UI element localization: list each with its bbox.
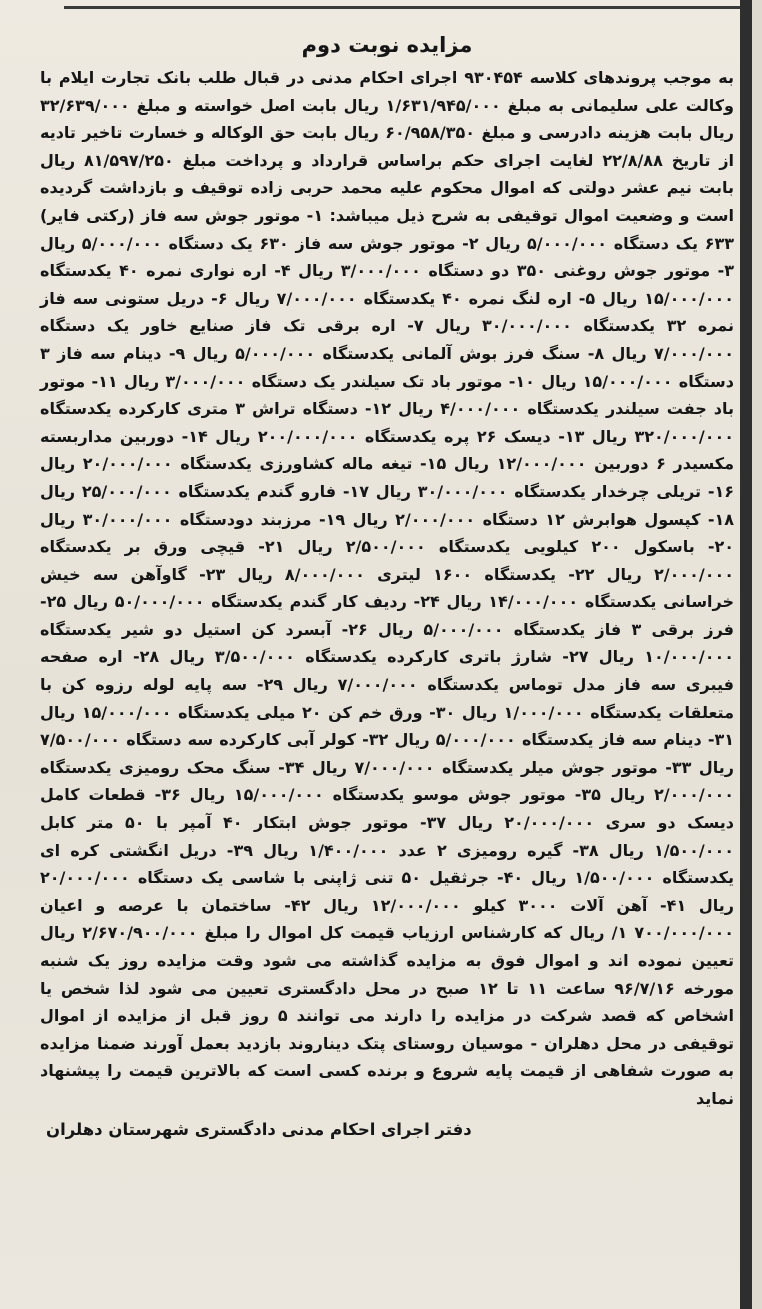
issuer-signature: دفتر اجرای احکام مدنی دادگستری شهرستان دهلران (46, 1119, 472, 1139)
right-column-rule (740, 0, 752, 1309)
auction-notice (40, 30, 734, 1145)
top-rule (64, 6, 740, 9)
page-edge (752, 0, 762, 1309)
notice-title: مزایده نوبت دوم (301, 33, 473, 57)
notice-body: به موجب پروندهای کلاسه ۹۳۰۴۵۴ اجرای احکام مدنی در قبال طلب بانک تجارت ایلام با وکالت علی سلیمانی به مبلغ ۱/۶۳۱/۹۴۵/۰۰۰ ریال بابت اصل خواسته و مبلغ ۳۲/۶۳۹/۰۰۰ ریال بابت هزینه دادرسی و مبلغ ۶۰/۹۵۸/۳۵۰ ریال بابت حق الوکاله و خسارت تاخیر تادیه از تاریخ ۲۲/۸/۸۸ لغایت اجرای حکم براساس قرارداد و پرداخت مبلغ ۸۱/۵۹۷/۲۵۰ ریال بابت نیم عشر دولتی که اموال محکوم علیه محمد حربی زاده توقیف و بازداشت گردیده است و وضعیت اموال توقیفی به شرح ذیل میباشد: ۱- موتور جوش سه فاز (رکتی فایر) ۶۳۳ یک دستگاه ۵/۰۰۰/۰۰۰ ریال ۲- موتور جوش سه فاز ۶۳۰ یک دستگاه ۵/۰۰۰/۰۰۰ ریال ۳- موتور جوش روغنی ۳۵۰ دو دستگاه ۳/۰۰۰/۰۰۰ ریال ۴- اره نواری نمره ۴۰ یکدستگاه ۱۵/۰۰۰/۰۰۰ ریال ۵- اره لنگ نمره ۴۰ یکدستگاه ۷/۰۰۰/۰۰۰ ریال ۶- دریل ستونی سه فاز نمره ۳۲ یکدستگاه ۳۰/۰۰۰/۰۰۰ ریال ۷- اره برقی تک فاز صنایع خاور یک دستگاه ۷/۰۰۰/۰۰۰ ریال ۸- سنگ فرز بوش آلمانی یکدستگاه ۵/۰۰۰/۰۰۰ ریال ۹- دینام سه فاز ۳ دستگاه ۱۵/۰۰۰/۰۰۰ ریال ۱۰- موتور باد تک سیلندر یک دستگاه ۳/۰۰۰/۰۰۰ ریال ۱۱- موتور باد جفت سیلندر یکدستگاه ۴/۰۰۰/۰۰۰ ریال ۱۲- دستگاه تراش ۳ متری کارکرده یکدستگاه ۳۲۰/۰۰۰/۰۰۰ ریال ۱۳- دیسک ۲۶ پره یکدستگاه ۲۰۰/۰۰۰/۰۰۰ ریال ۱۴- دوربین مداربسته مکسیدر ۶ دوربین ۱۲/۰۰۰/۰۰۰ ریال ۱۵- تیغه ماله کشاورزی یکدستگاه ۲۰/۰۰۰/۰۰۰ ریال ۱۶- تریلی چرخدار یکدستگاه ۳۰/۰۰۰/۰۰۰ ریال ۱۷- فارو گندم یکدستگاه ۲۵/۰۰۰/۰۰۰ ریال ۱۸- کپسول هوابرش ۱۲ دستگاه ۲/۰۰۰/۰۰۰ ریال ۱۹- مرزبند دودستگاه ۳۰/۰۰۰/۰۰۰ ریال ۲۰- باسکول ۲۰۰ کیلویی یکدستگاه ۲/۵۰۰/۰۰۰ ریال ۲۱- قیچی ورق بر یکدستگاه ۲/۰۰۰/۰۰۰ ریال ۲۲- یکدستگاه ۱۶۰۰ لیتری ۸/۰۰۰/۰۰۰ ریال ۲۳- گاوآهن سه خیش خراسانی یکدستگاه ۱۴/۰۰۰/۰۰۰ ریال ۲۴- ردیف کار گندم یکدستگاه ۵۰/۰۰۰/۰۰۰ ریال ۲۵- فرز برقی ۳ فاز یکدستگاه ۵/۰۰۰/۰۰۰ ریال ۲۶- آبسرد کن استیل دو شیر یکدستگاه ۱۰/۰۰۰/۰۰۰ ریال ۲۷- شارژ باتری کارکرده یکدستگاه ۳/۵۰۰/۰۰۰ ریال ۲۸- اره صفحه فیبری سه فاز مدل توماس یکدستگاه ۷/۰۰۰/۰۰۰ ریال ۲۹- سه پایه لوله رزوه کن با متعلقات یکدستگاه ۱/۰۰۰/۰۰۰ ریال ۳۰- ورق خم کن ۲۰ میلی یکدستگاه ۱۵/۰۰۰/۰۰۰ ریال ۳۱- دینام سه فاز یکدستگاه ۵/۰۰۰/۰۰۰ ریال ۳۲- کولر آبی کارکرده سه دستگاه ۷/۵۰۰/۰۰۰ ریال ۳۳- موتور جوش میلر یکدستگاه ۷/۰۰۰/۰۰۰ ریال ۳۴- سنگ محک رومیزی یکدستگاه ۲/۰۰۰/۰۰۰ ریال ۳۵- موتور جوش موسو یکدستگاه ۱۵/۰۰۰/۰۰۰ ریال ۳۶- قطعات کامل دیسک دو سری ۲۰/۰۰۰/۰۰۰ ریال ۳۷- موتور جوش ابتکار ۴۰ آمپر با ۵۰ متر کابل ۱/۵۰۰/۰۰۰ ریال ۳۸- گیره رومیزی ۲ عدد ۱/۴۰۰/۰۰۰ ریال ۳۹- دریل انگشتی کره ای یکدستگاه ۱/۵۰۰/۰۰۰ ریال ۴۰- جرثقیل ۵۰ تنی ژاپنی با شاسی یک دستگاه ۲۰/۰۰۰/۰۰۰ ریال ۴۱- آهن آلات ۳۰۰۰ کیلو ۱۲/۰۰۰/۰۰۰ ریال ۴۲- ساختمان با عرصه و اعیان ۷۰۰/۰۰۰/۰۰۰ ۱/ ریال که کارشناس ارزیاب قیمت کل اموال را مبلغ ۲/۶۷۰/۹۰۰/۰۰۰ ریال تعیین نموده اند و اموال فوق به مزایده گذاشته می شود وقت مزایده روز یک شنبه مورخه ۹۶/۷/۱۶ ساعت ۱۱ تا ۱۲ صبح در محل دادگستری تعیین می شود لذا شخص یا اشخاص که قصد شرکت در مزایده را دارند می توانند ۵ روز قبل از مزایده از اموال توقیفی در محل دهلران - موسیان روستای پتک دیناروند بازدید بعمل آورند ضمنا مزایده به صورت شفاهی از قیمت پایه شروع و برنده کسی است که بالاترین قیمت را پیشنهاد نماید (40, 68, 735, 1108)
